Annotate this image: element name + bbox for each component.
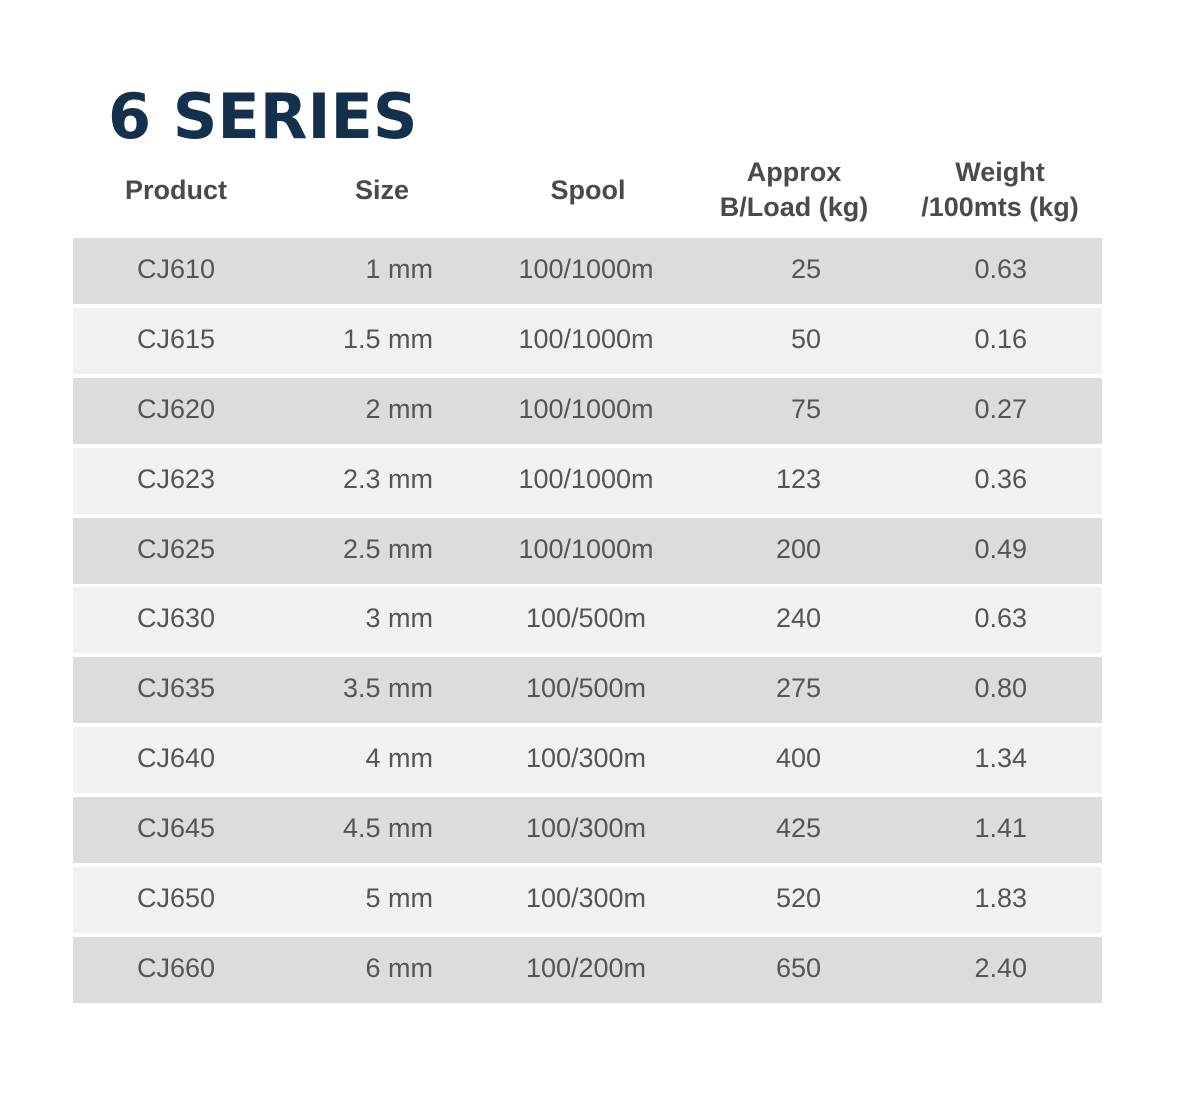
weight-cell: 2.40 xyxy=(974,952,1027,983)
size-cell: 3.5 mm xyxy=(342,673,433,704)
product-cell: CJ630 xyxy=(136,603,216,634)
breaking-load-cell: 275 xyxy=(775,673,821,704)
size-cell: 2.5 mm xyxy=(342,533,433,564)
size-cell: 4 mm xyxy=(365,743,433,774)
size-cell: 2 mm xyxy=(365,393,433,424)
spool-cell: 100/1000m xyxy=(518,323,654,354)
breaking-load-cell: 25 xyxy=(790,254,821,284)
table-row xyxy=(73,518,1102,584)
weight-cell: 1.41 xyxy=(974,813,1027,844)
spool-cell: 100/500m xyxy=(525,673,647,704)
table-row xyxy=(73,587,1102,653)
weight-cell: 0.27 xyxy=(974,393,1027,424)
spool-cell: 100/300m xyxy=(525,883,647,914)
product-cell: CJ635 xyxy=(136,673,216,704)
size-cell: 2.3 mm xyxy=(342,463,433,494)
size-cell: 4.5 mm xyxy=(342,813,433,844)
column-header-size: Size xyxy=(354,174,410,205)
breaking-load-cell: 650 xyxy=(775,952,821,983)
weight-cell: 0.49 xyxy=(974,533,1027,564)
table-row xyxy=(73,448,1102,514)
size-cell: 5 mm xyxy=(365,883,433,914)
table-row xyxy=(73,867,1102,933)
weight-cell: 0.63 xyxy=(974,603,1027,634)
table-row xyxy=(73,378,1102,444)
breaking-load-cell: 123 xyxy=(775,463,821,494)
product-cell: CJ615 xyxy=(136,323,216,354)
size-cell: 6 mm xyxy=(365,952,433,983)
spool-cell: 100/1000m xyxy=(518,393,654,424)
column-header-product: Product xyxy=(124,174,227,205)
column-header-spool: Spool xyxy=(550,174,626,205)
product-cell: CJ610 xyxy=(136,254,216,284)
column-header-weight: Weight /100mts (kg) xyxy=(921,157,1079,222)
breaking-load-cell: 400 xyxy=(775,743,821,774)
size-cell: 1 mm xyxy=(365,254,433,284)
spool-cell: 100/200m xyxy=(525,952,647,983)
spool-cell: 100/1000m xyxy=(518,463,654,494)
product-cell: CJ645 xyxy=(136,813,216,844)
spec-table xyxy=(73,238,1102,1007)
spool-cell: 100/1000m xyxy=(518,533,654,564)
size-cell: 1.5 mm xyxy=(342,323,433,354)
spool-cell: 100/300m xyxy=(525,743,647,774)
weight-cell: 0.36 xyxy=(974,463,1027,494)
weight-cell: 0.63 xyxy=(974,254,1027,284)
table-row xyxy=(73,308,1102,374)
spool-cell: 100/500m xyxy=(525,603,647,634)
product-cell: CJ623 xyxy=(136,463,216,494)
weight-cell: 1.34 xyxy=(974,743,1027,774)
product-cell: CJ660 xyxy=(136,952,216,983)
weight-cell: 0.80 xyxy=(974,673,1027,704)
page-title: 6 SERIES xyxy=(108,80,418,153)
table-header xyxy=(73,150,1102,230)
table-row xyxy=(73,657,1102,723)
product-cell: CJ625 xyxy=(136,533,216,564)
product-cell: CJ620 xyxy=(136,393,216,424)
breaking-load-cell: 425 xyxy=(775,813,821,844)
weight-cell: 1.83 xyxy=(974,883,1027,914)
product-cell: CJ640 xyxy=(136,743,216,774)
product-cell: CJ650 xyxy=(136,883,216,914)
breaking-load-cell: 240 xyxy=(775,603,821,634)
column-header-approx-breaking-load: Approx B/Load (kg) xyxy=(719,157,869,222)
table-row xyxy=(73,238,1102,304)
breaking-load-cell: 50 xyxy=(790,323,821,354)
breaking-load-cell: 520 xyxy=(775,883,821,914)
weight-cell: 0.16 xyxy=(974,323,1027,354)
table-row xyxy=(73,727,1102,793)
spool-cell: 100/300m xyxy=(525,813,647,844)
spool-cell: 100/1000m xyxy=(518,254,654,284)
table-row xyxy=(73,797,1102,863)
table-row xyxy=(73,937,1102,1003)
breaking-load-cell: 200 xyxy=(775,533,821,564)
size-cell: 3 mm xyxy=(365,603,433,634)
breaking-load-cell: 75 xyxy=(790,393,821,424)
